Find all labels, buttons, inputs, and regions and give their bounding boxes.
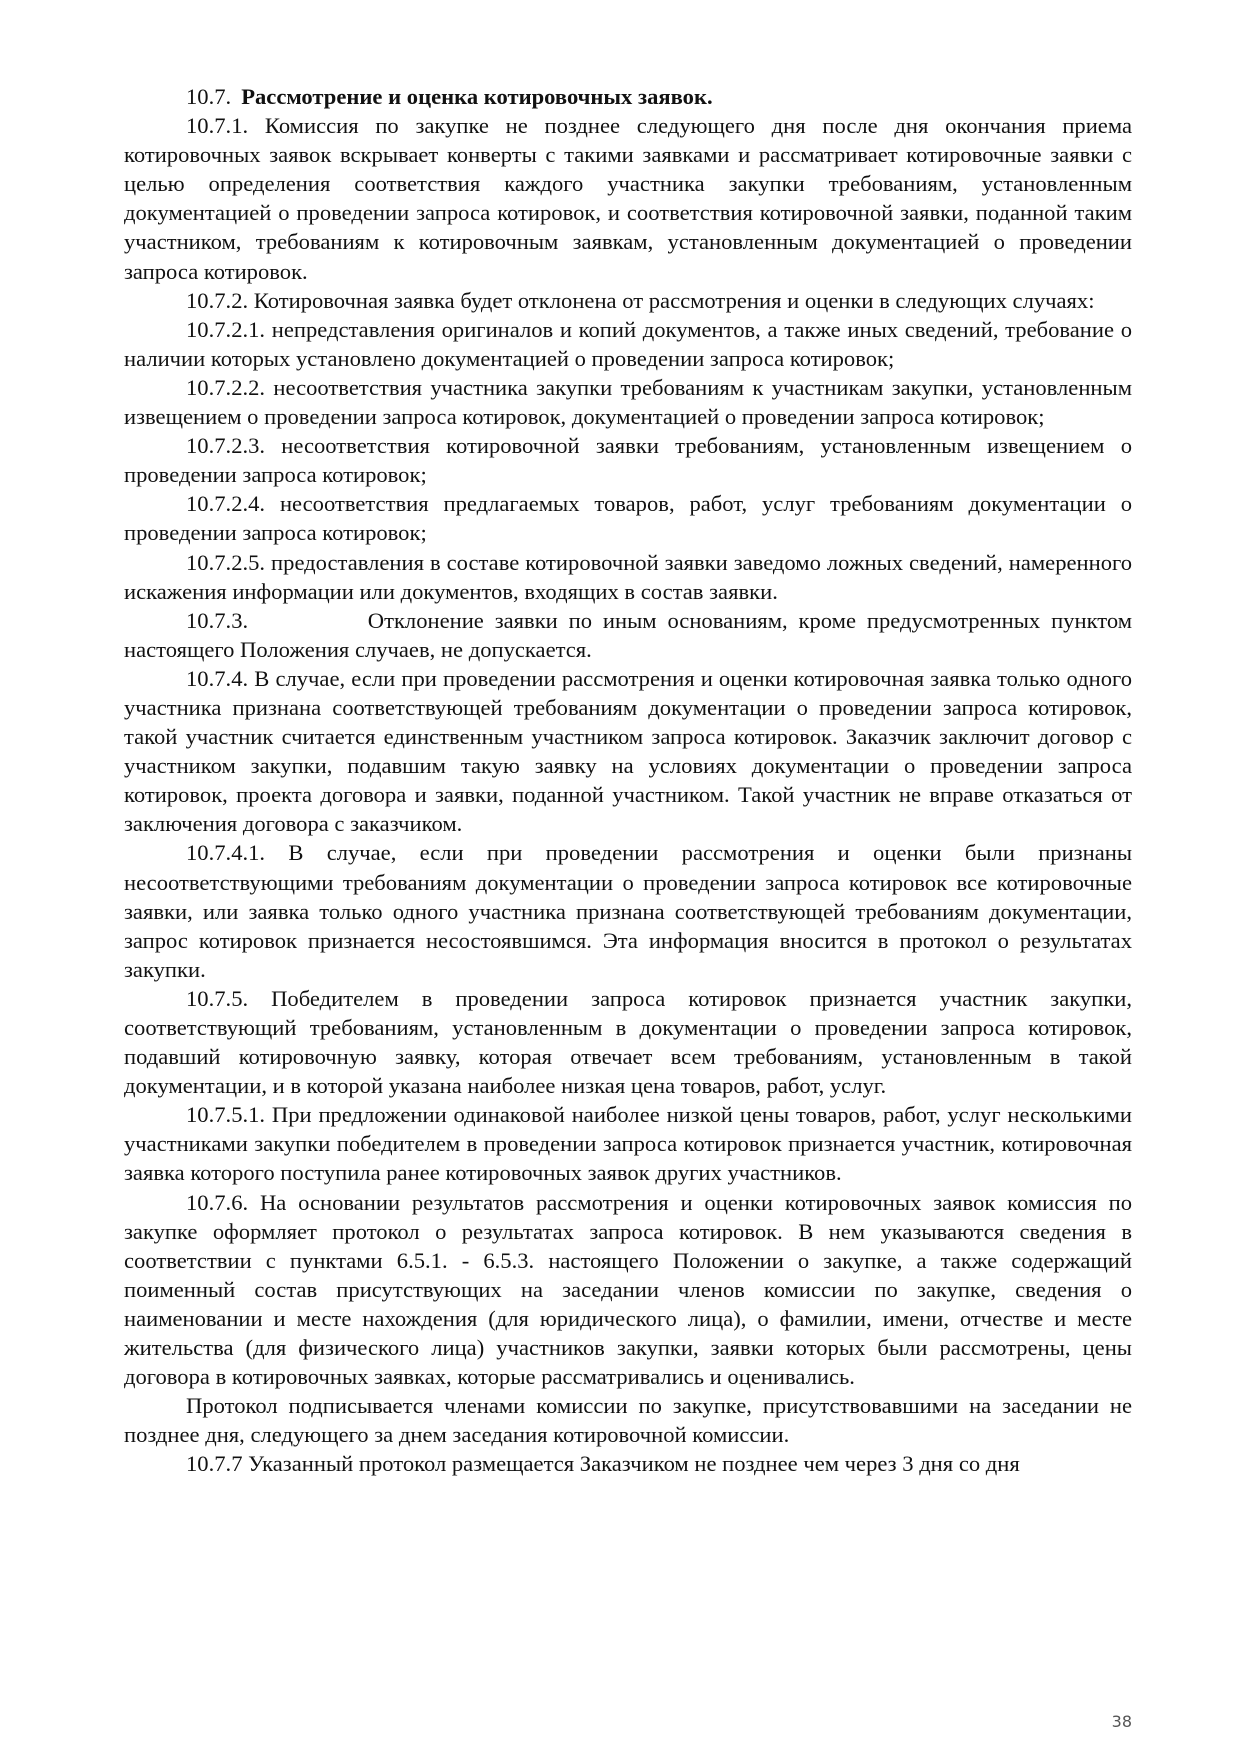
page-number: 38	[1111, 1712, 1132, 1731]
document-page	[124, 82, 1138, 1479]
paragraph-10-7-1: 10.7.1. Комиссия по закупке не позднее следующего дня после дня окончания приема котировочных заявок вскрывает конверты с такими заявками и рассматривает котировочные заявки с целью определения соответствия каждого участника закупки требованиям, установленным документацией о проведении запроса котировок, и соответствия котировочной заявки, поданной таким участником, требованиям к котировочным заявкам, установленным документацией о проведении запроса котировок.	[124, 113, 1132, 284]
paragraph-10-7-6: 10.7.6. На основании результатов рассмотрения и оценки котировочных заявок комиссия по закупке оформляет протокол о результатах запроса котировок. В нем указываются сведения в соответствии с пунктами 6.5.1. - 6.5.3. настоящего Положении о закупке, а также содержащий поименный состав присутствующих на заседании членов комиссии по закупке, сведения о наименовании и месте нахождения (для юридического лица), о фамилии, имени, отчестве и месте жительства (для физического лица) участников закупки, заявки которых были рассмотрены, цены договора в котировочных заявках, которые рассматривались и оценивались.	[124, 1189, 1132, 1390]
paragraph-10-7-2-4: 10.7.2.4. несоответствия предлагаемых товаров, работ, услуг требованиям документации о проведении запроса котировок;	[124, 491, 1132, 546]
paragraph-10-7-2: 10.7.2. Котировочная заявка будет отклонена от рассмотрения и оценки в следующих случаях:	[186, 287, 1095, 313]
paragraph-10-7-5-1: 10.7.5.1. При предложении одинаковой наиболее низкой цены товаров, работ, услуг несколькими участниками закупки победителем в проведении запроса котировок признается участник, котировочная заявка которого поступила ранее котировочных заявок других участников.	[124, 1102, 1132, 1186]
section-title: Рассмотрение и оценка котировочных заявок.	[241, 84, 713, 109]
paragraph-10-7-2-1: 10.7.2.1. непредставления оригиналов и копий документов, а также иных сведений, требование о наличии которых установлено документацией о проведении запроса котировок;	[124, 316, 1132, 371]
paragraph-protocol-signing: Протокол подписывается членами комиссии по закупке, присутствовавшими на заседании не позднее дня, следующего за днем заседания котировочной комиссии.	[124, 1393, 1132, 1448]
paragraph-10-7-4: 10.7.4. В случае, если при проведении рассмотрения и оценки котировочная заявка только одного участника признана соответствующей требованиям документации о проведении запроса котировок, такой участник считается единственным участником запроса котировок. Заказчик заключит договор с участником закупки, подавшим такую заявку на условиях документации о проведении запроса котировок, проекта договора и заявки, поданной участником. Такой участник не вправе отказаться от заключения договора с заказчиком.	[124, 665, 1132, 837]
section-number: 10.7.	[186, 84, 232, 109]
paragraph-10-7-2-2: 10.7.2.2. несоответствия участника закупки требованиям к участникам закупки, установленным извещением о проведении запроса котировок, документацией о проведении запроса котировок;	[124, 374, 1132, 430]
paragraph-10-7-2-5: 10.7.2.5. предоставления в составе котировочной заявки заведомо ложных сведений, намеренного искажения информации или документов, входящих в состав заявки.	[124, 549, 1132, 604]
paragraph-10-7-7: 10.7.7 Указанный протокол размещается Заказчиком не позднее чем через 3 дня со дня	[186, 1451, 1020, 1477]
paragraph-10-7-4-1: 10.7.4.1. В случае, если при проведении рассмотрения и оценки были признаны несоответствующими требованиям документации о проведении запроса котировок все котировочные заявки, или заявка только одного участника признана соответствующей требованиям документации, запрос котировок признается несостоявшимся. Эта информация вносится в протокол о результатах закупки.	[124, 840, 1132, 982]
paragraph-10-7-2-3: 10.7.2.3. несоответствия котировочной заявки требованиям, установленным извещением о проведении запроса котировок;	[124, 433, 1132, 488]
paragraph-10-7-5: 10.7.5. Победителем в проведении запроса котировок признается участник закупки, соответствующий требованиям, установленным в документации о проведении запроса котировок, подавший котировочную заявку, которая отвечает всем требованиям, установленным в такой документации, и в которой указана наиболее низкая цена товаров, работ, услуг.	[124, 985, 1132, 1099]
section-heading	[124, 82, 1132, 111]
paragraph-10-7-3: 10.7.3. Отклонение заявки по иным основаниям, кроме предусмотренных пунктом настоящего Положения случаев, не допускается.	[124, 607, 1138, 662]
